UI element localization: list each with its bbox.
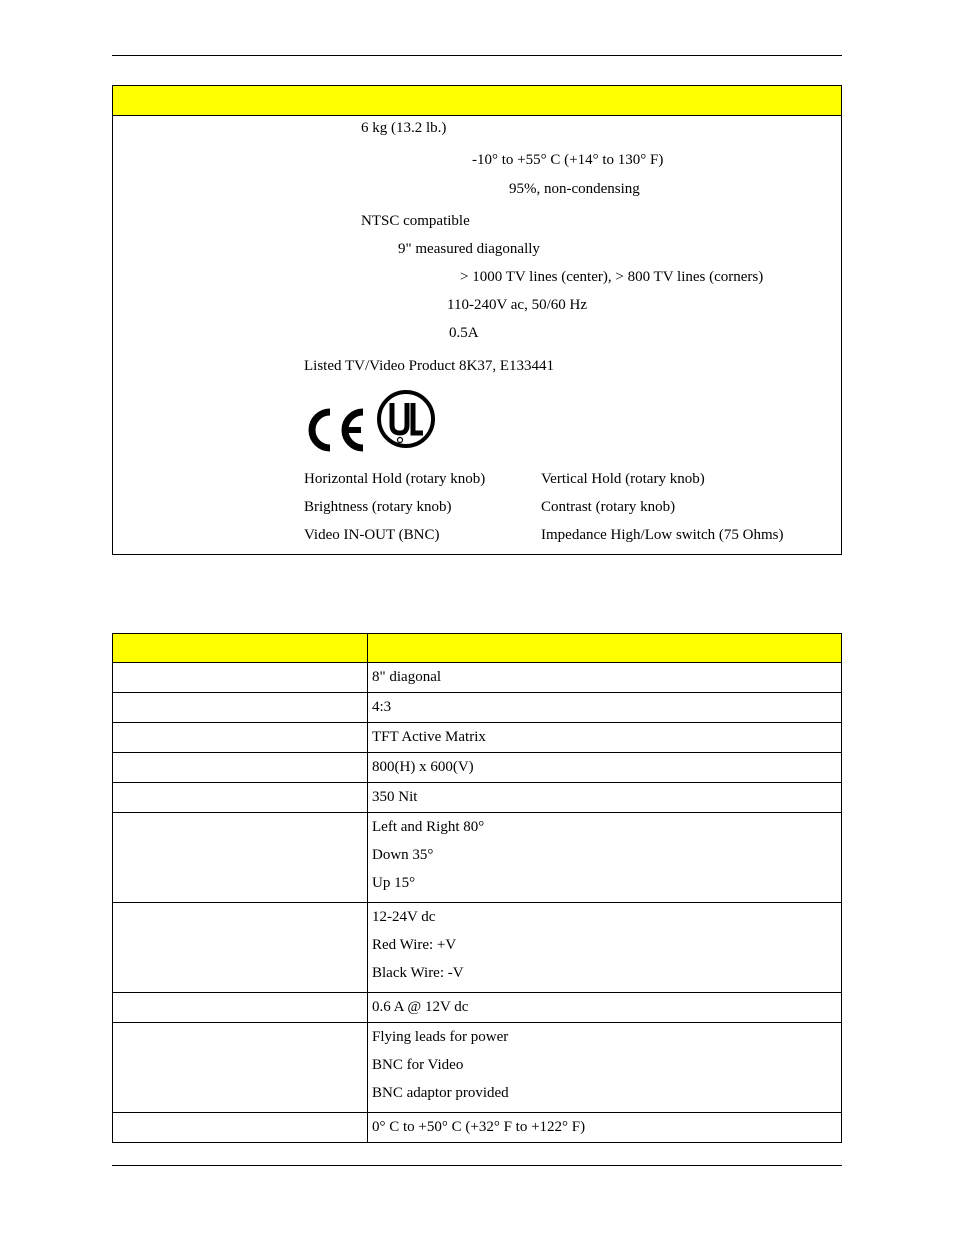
header-rule bbox=[112, 55, 842, 56]
current-value: 0.5A bbox=[449, 325, 479, 341]
control-right-3: Impedance High/Low switch (75 Ohms) bbox=[541, 527, 784, 543]
table-row bbox=[113, 993, 842, 1023]
spec-value: 4:3 bbox=[368, 693, 842, 723]
lcd-specs-header bbox=[113, 634, 842, 663]
table-row bbox=[113, 723, 842, 753]
spec-value: 8" diagonal bbox=[368, 663, 842, 693]
spec-value: 0° C to +50° C (+32° F to +122° F) bbox=[368, 1113, 842, 1143]
screen-size-value: 9" measured diagonally bbox=[398, 241, 540, 257]
table-row bbox=[113, 663, 842, 693]
spec-value: Flying leads for power BNC for Video BNC adaptor provided bbox=[368, 1023, 842, 1113]
spec-value: Left and Right 80° Down 35° Up 15° bbox=[368, 813, 842, 903]
control-left-3: Video IN-OUT (BNC) bbox=[304, 527, 440, 543]
power-value: 110-240V ac, 50/60 Hz bbox=[447, 297, 587, 313]
table-row bbox=[113, 903, 842, 993]
resolution-value: > 1000 TV lines (center), > 800 TV lines (corners) bbox=[460, 269, 764, 285]
table-row bbox=[113, 813, 842, 903]
table-row bbox=[113, 753, 842, 783]
humidity-value: 95%, non-condensing bbox=[509, 181, 640, 197]
operating-temp-value: -10° to +55° C (+14° to 130° F) bbox=[472, 152, 664, 168]
ul-mark-icon bbox=[376, 389, 436, 449]
control-left-2: Brightness (rotary knob) bbox=[304, 499, 452, 515]
weight-value: 6 kg (13.2 lb.) bbox=[361, 120, 447, 136]
video-standard-value: NTSC compatible bbox=[361, 213, 470, 229]
spec-value: 0.6 A @ 12V dc bbox=[368, 993, 842, 1023]
lcd-specs-table bbox=[112, 633, 842, 1143]
table-row bbox=[113, 1113, 842, 1143]
spec-value: TFT Active Matrix bbox=[368, 723, 842, 753]
ul-listing-value: Listed TV/Video Product 8K37, E133441 bbox=[304, 358, 555, 374]
control-right-1: Vertical Hold (rotary knob) bbox=[541, 471, 705, 487]
table-row bbox=[113, 1023, 842, 1113]
control-left-1: Horizontal Hold (rotary knob) bbox=[304, 471, 486, 487]
footer-rule bbox=[112, 1165, 842, 1166]
ce-mark-icon bbox=[305, 408, 367, 452]
spec-value: 350 Nit bbox=[368, 783, 842, 813]
spec-value: 12-24V dc Red Wire: +V Black Wire: -V bbox=[368, 903, 842, 993]
table-row bbox=[113, 783, 842, 813]
monitor-specs-table bbox=[112, 85, 842, 555]
monitor-specs-header bbox=[113, 86, 841, 116]
control-right-2: Contrast (rotary knob) bbox=[541, 499, 676, 515]
table-row bbox=[113, 693, 842, 723]
spec-value: 800(H) x 600(V) bbox=[368, 753, 842, 783]
